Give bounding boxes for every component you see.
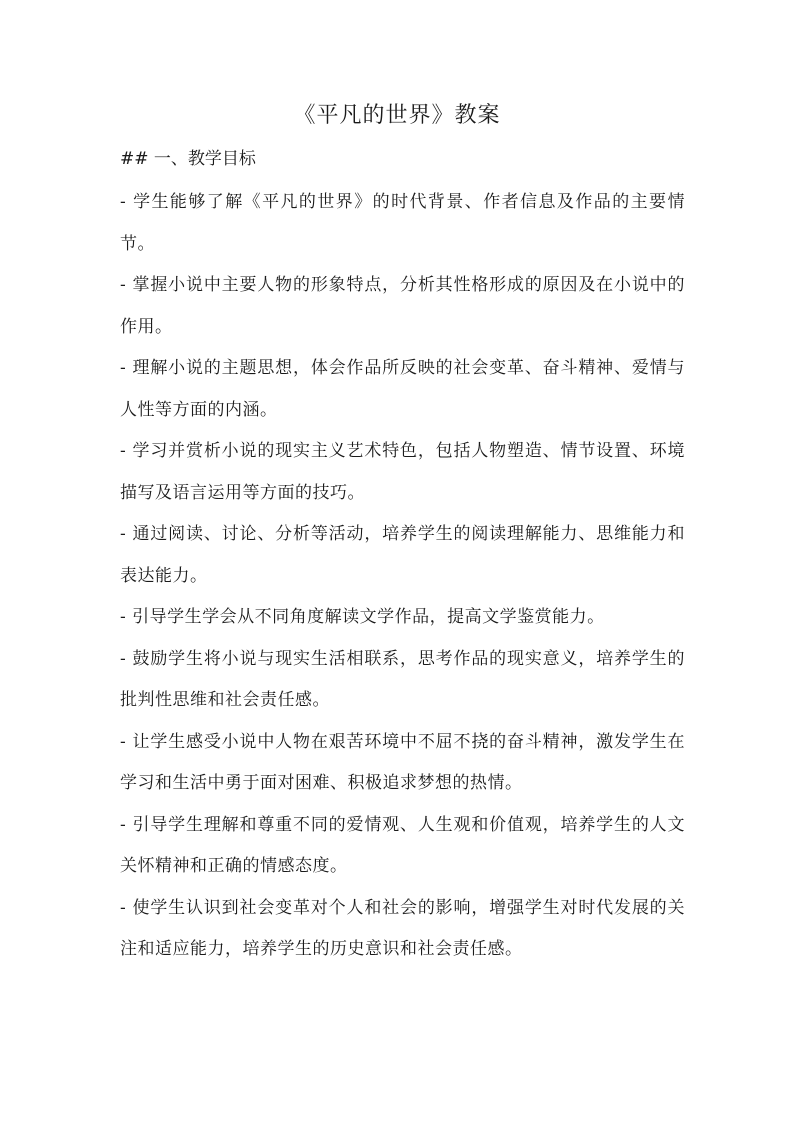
objective-paragraph: - 引导学生学会从不同角度解读文学作品，提高文学鉴赏能力。 (120, 607, 605, 627)
section-heading: ## 一、教学目标 (120, 149, 256, 169)
objectives-list (120, 182, 685, 971)
objective-paragraph: - 学习并赏析小说的现实主义艺术特色，包括人物塑造、情节设置、环境描写及语言运用等方面的技巧。 (120, 441, 685, 503)
objective-paragraph: - 理解小说的主题思想，体会作品所反映的社会变革、奋斗精神、爱情与人性等方面的内涵。 (120, 358, 685, 420)
document-title: 《平凡的世界》教案 (293, 103, 501, 128)
objective-paragraph: - 学生能够了解《平凡的世界》的时代背景、作者信息及作品的主要情节。 (120, 192, 685, 254)
objective-paragraph: - 引导学生理解和尊重不同的爱情观、人生观和价值观，培养学生的人文关怀精神和正确的情感态度。 (120, 814, 685, 876)
objective-paragraph: - 掌握小说中主要人物的形象特点，分析其性格形成的原因及在小说中的作用。 (120, 275, 685, 337)
objective-paragraph: - 使学生认识到社会变革对个人和社会的影响，增强学生对时代发展的关注和适应能力，培养学生的历史意识和社会责任感。 (120, 897, 685, 959)
objective-paragraph: - 通过阅读、讨论、分析等活动，培养学生的阅读理解能力、思维能力和表达能力。 (120, 524, 685, 586)
objective-paragraph: - 让学生感受小说中人物在艰苦环境中不屈不挠的奋斗精神，激发学生在学习和生活中勇于面对困难、积极追求梦想的热情。 (120, 731, 685, 793)
objective-paragraph: - 鼓励学生将小说与现实生活相联系，思考作品的现实意义，培养学生的批判性思维和社会责任感。 (120, 648, 685, 710)
